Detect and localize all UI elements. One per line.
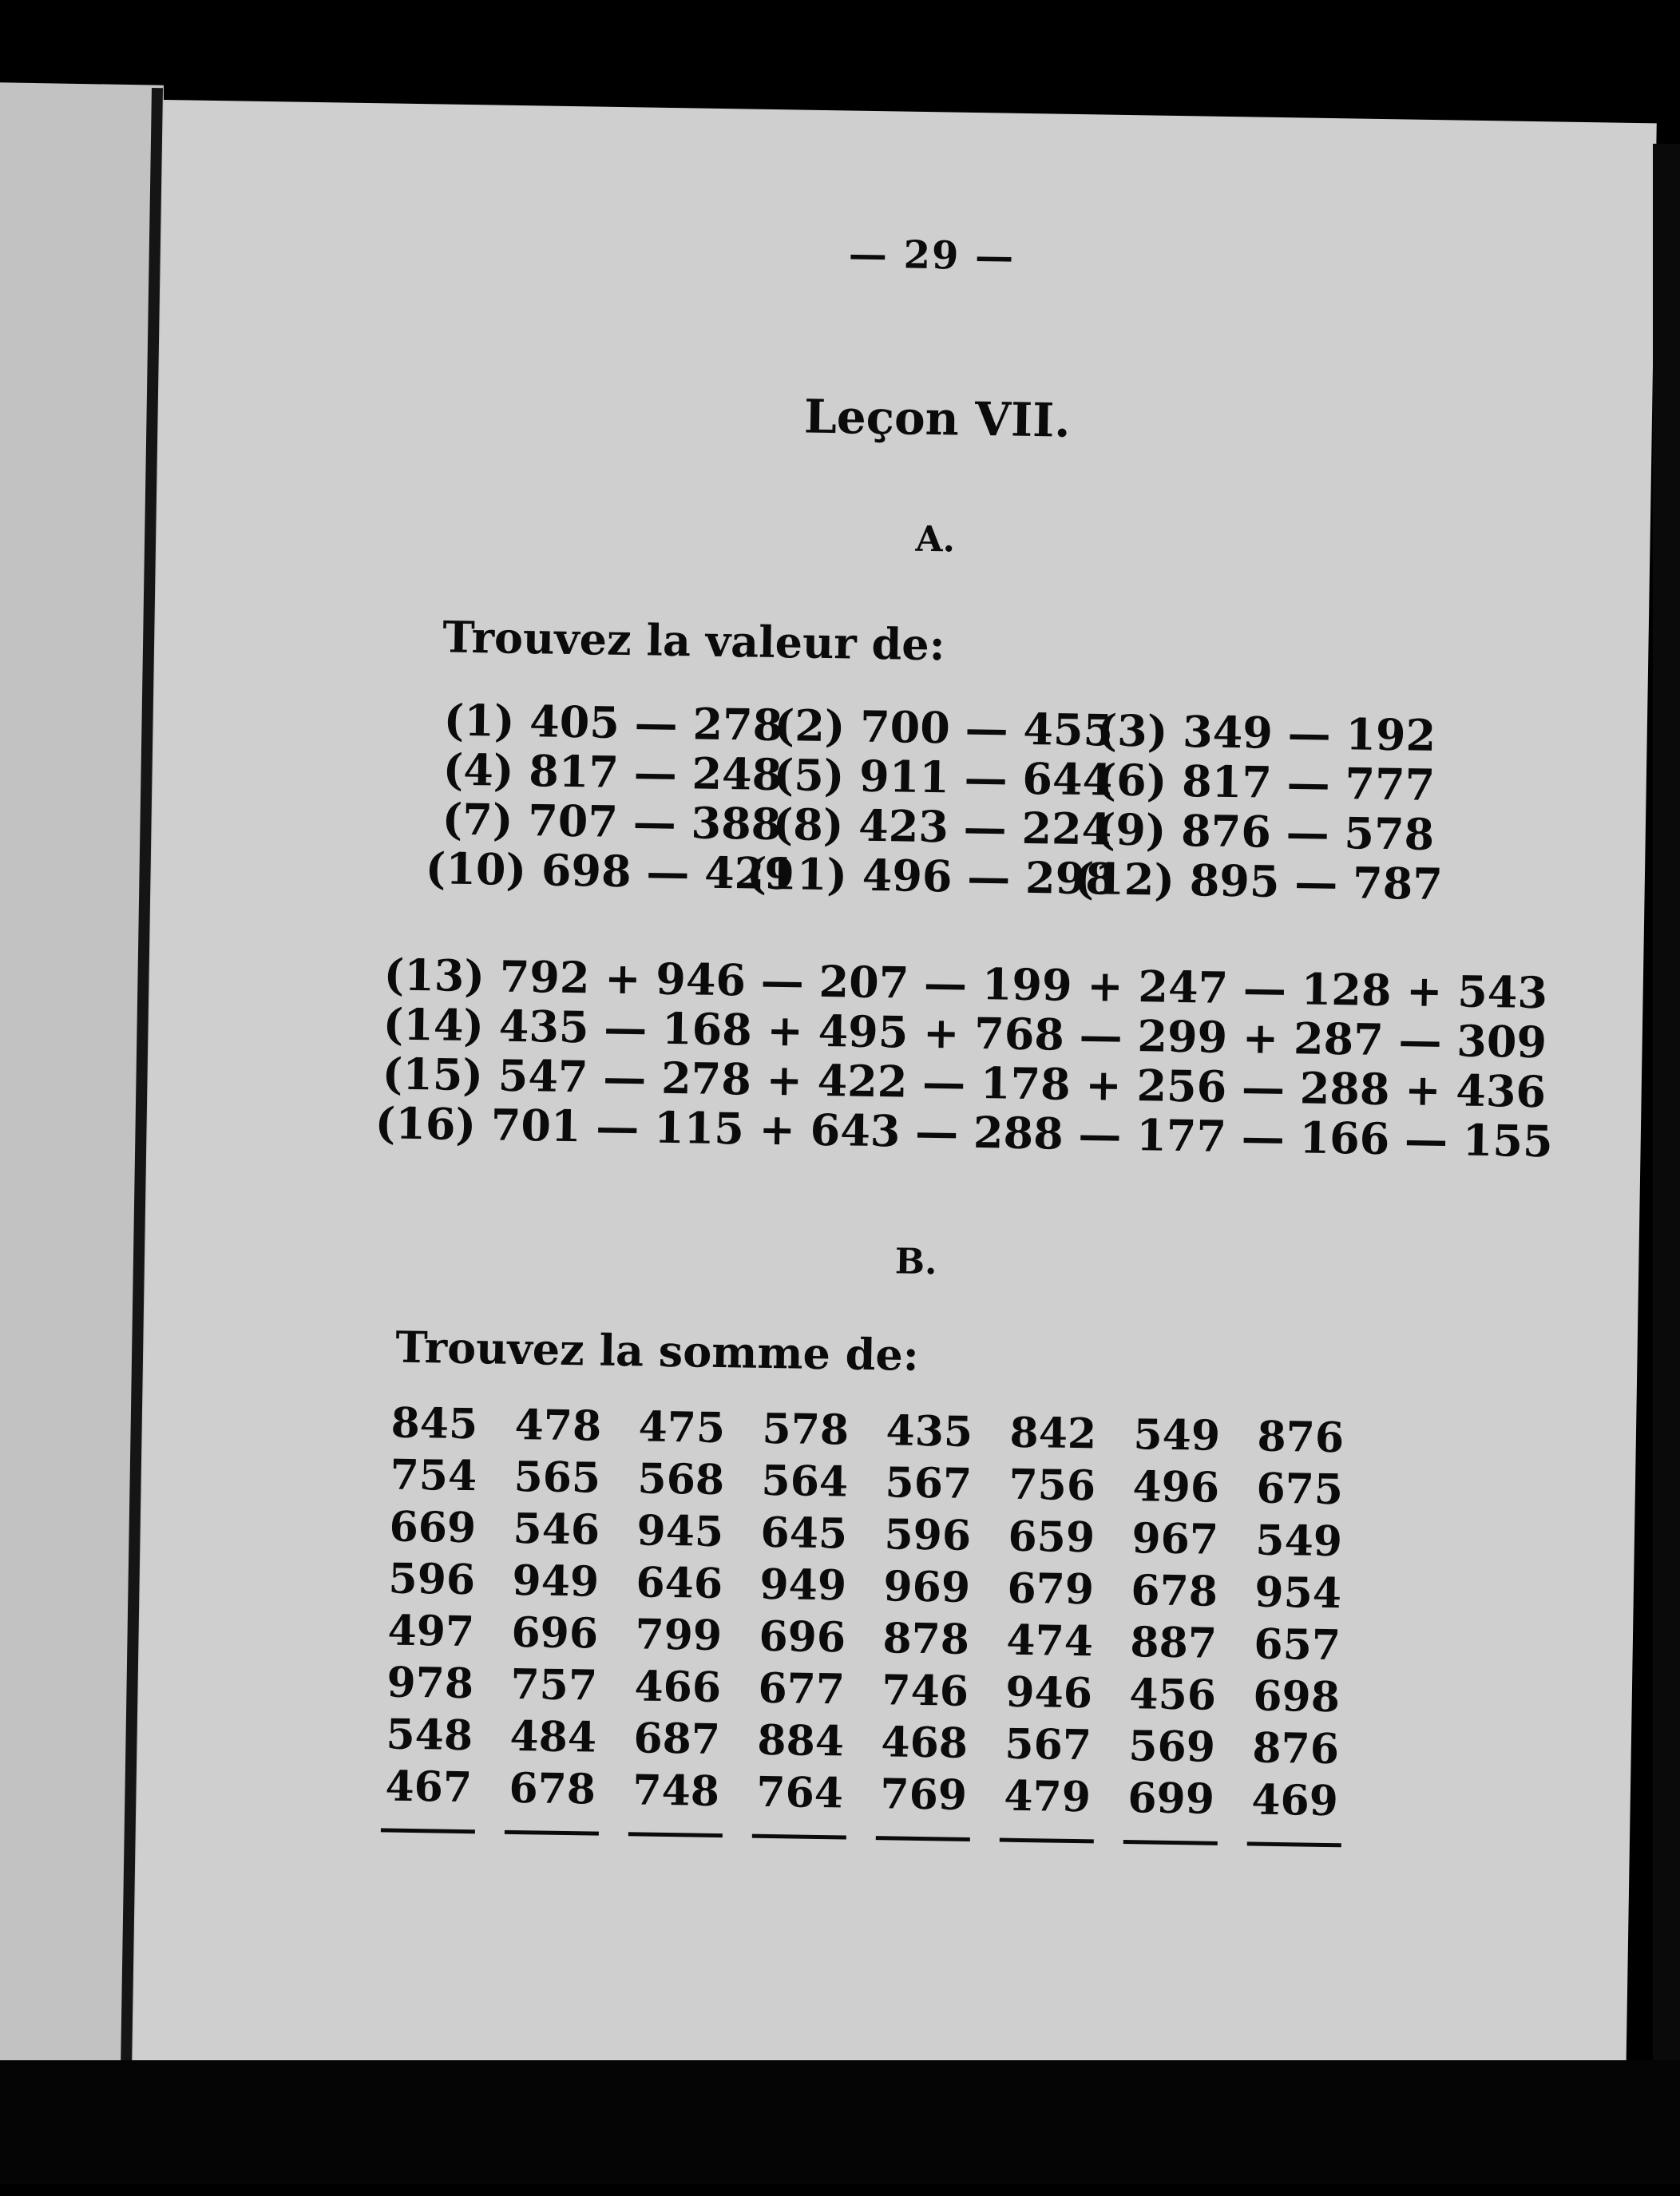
addend: 496 <box>1132 1462 1220 1512</box>
exercise-2: (2) 700 — 455 <box>774 699 1114 756</box>
addend: 596 <box>884 1510 972 1560</box>
exercise-5: (5) 911 — 644 <box>773 748 1113 806</box>
addition-column-1 <box>372 1397 491 1833</box>
addition-column-4 <box>743 1403 862 1840</box>
addend: 549 <box>1133 1410 1221 1461</box>
addition-column-5 <box>867 1405 986 1841</box>
addend: 769 <box>879 1770 968 1820</box>
addend: 678 <box>508 1763 596 1814</box>
addend: 467 <box>385 1762 473 1813</box>
addend: 578 <box>762 1404 850 1455</box>
sum-line <box>1123 1840 1218 1845</box>
addition-column-3 <box>620 1401 739 1837</box>
exercise-12: (12) 895 — 787 <box>1073 852 1444 910</box>
exercise-16: (16) 701 — 115 + 643 — 288 — 177 — 166 — 155 <box>374 1097 1554 1167</box>
addend: 567 <box>885 1458 973 1508</box>
addend: 878 <box>882 1614 970 1664</box>
addend: 657 <box>1253 1619 1341 1671</box>
addend: 764 <box>755 1767 844 1818</box>
section-b-label: B. <box>894 1241 937 1283</box>
section-b-instruction: Trouvez la somme de: <box>394 1321 920 1381</box>
addend: 677 <box>757 1663 846 1714</box>
sum-line <box>876 1836 970 1841</box>
addend: 466 <box>634 1662 722 1713</box>
addition-column-7 <box>1115 1409 1234 1845</box>
addend: 887 <box>1129 1618 1218 1668</box>
exercise-11: (11) 496 — 298 <box>746 847 1116 905</box>
sum-line <box>1000 1838 1094 1844</box>
exercise-15: (15) 547 — 278 + 422 — 178 + 256 — 288 + 436 <box>382 1048 1547 1118</box>
addition-column-8 <box>1238 1410 1357 1847</box>
addend: 646 <box>636 1558 723 1609</box>
sum-line <box>752 1834 846 1840</box>
exercise-13: (13) 792 + 946 — 207 — 199 + 247 — 128 + 543 <box>383 949 1548 1019</box>
exercise-7: (7) 707 — 388 <box>442 793 782 850</box>
exercise-6: (6) 817 — 777 <box>1096 754 1436 811</box>
addend: 842 <box>1009 1408 1097 1459</box>
addend: 845 <box>390 1398 478 1449</box>
addend: 884 <box>756 1715 845 1766</box>
addition-column-2 <box>496 1399 615 1836</box>
addend: 946 <box>1004 1667 1093 1718</box>
addend: 468 <box>880 1718 969 1768</box>
addend: 756 <box>1008 1460 1096 1511</box>
section-a-label: A. <box>915 518 956 561</box>
addend: 548 <box>386 1710 473 1761</box>
exercise-10: (10) 698 — 429 <box>425 842 795 900</box>
addend: 479 <box>1003 1771 1092 1822</box>
addend: 757 <box>510 1659 598 1710</box>
addend: 967 <box>1131 1514 1219 1564</box>
sum-line <box>628 1832 723 1837</box>
addend: 645 <box>760 1508 848 1559</box>
addend: 475 <box>638 1402 726 1453</box>
addend: 876 <box>1251 1723 1340 1774</box>
exercise-1: (1) 405 — 278 <box>443 694 783 751</box>
addend: 456 <box>1128 1670 1217 1720</box>
addend: 876 <box>1257 1412 1345 1463</box>
addend: 949 <box>759 1560 847 1611</box>
addend: 969 <box>883 1562 971 1612</box>
addend: 484 <box>509 1711 597 1762</box>
addend: 679 <box>1006 1564 1095 1615</box>
addend: 568 <box>637 1454 725 1505</box>
addend: 696 <box>511 1607 599 1659</box>
addend: 659 <box>1008 1512 1096 1563</box>
addend: 675 <box>1256 1464 1344 1515</box>
addend: 698 <box>1252 1671 1341 1722</box>
exercise-3: (3) 349 — 192 <box>1096 704 1436 761</box>
addend: 474 <box>1005 1615 1094 1667</box>
exercise-14: (14) 435 — 168 + 495 + 768 — 299 + 287 — 309 <box>382 998 1547 1068</box>
exercise-9: (9) 876 — 578 <box>1095 803 1435 860</box>
addend: 687 <box>632 1714 721 1765</box>
addend: 546 <box>513 1504 600 1555</box>
sum-line <box>381 1828 475 1833</box>
addend: 978 <box>386 1658 474 1709</box>
lesson-title: Leçon VII. <box>803 389 1072 448</box>
addend: 569 <box>1127 1722 1216 1772</box>
addend: 565 <box>513 1452 601 1503</box>
sum-line <box>1247 1841 1341 1847</box>
addend: 564 <box>761 1456 849 1507</box>
addition-column-6 <box>991 1406 1110 1843</box>
addend: 469 <box>1250 1775 1339 1826</box>
addend: 478 <box>514 1400 602 1451</box>
page-number: — 29 — <box>848 232 1016 279</box>
addend: 549 <box>1254 1516 1343 1567</box>
addend: 949 <box>512 1556 600 1607</box>
addend: 696 <box>759 1611 846 1663</box>
addend: 748 <box>632 1766 720 1817</box>
addend: 754 <box>390 1450 477 1501</box>
addend: 699 <box>1127 1774 1215 1824</box>
addend: 746 <box>881 1666 969 1716</box>
addend: 954 <box>1254 1568 1342 1619</box>
exercise-8: (8) 423 — 224 <box>772 798 1112 855</box>
addend: 669 <box>389 1502 477 1553</box>
addend: 945 <box>636 1506 724 1557</box>
addend: 678 <box>1130 1566 1218 1616</box>
section-a-instruction: Trouvez la valeur de: <box>442 611 946 671</box>
addend: 596 <box>388 1554 476 1605</box>
sum-line <box>505 1830 599 1836</box>
addend: 799 <box>635 1610 723 1661</box>
addend: 567 <box>1004 1719 1092 1770</box>
addition-columns <box>370 1397 1369 1923</box>
addend: 497 <box>387 1606 475 1657</box>
exercise-4: (4) 817 — 248 <box>442 743 783 801</box>
addend: 435 <box>886 1406 973 1457</box>
